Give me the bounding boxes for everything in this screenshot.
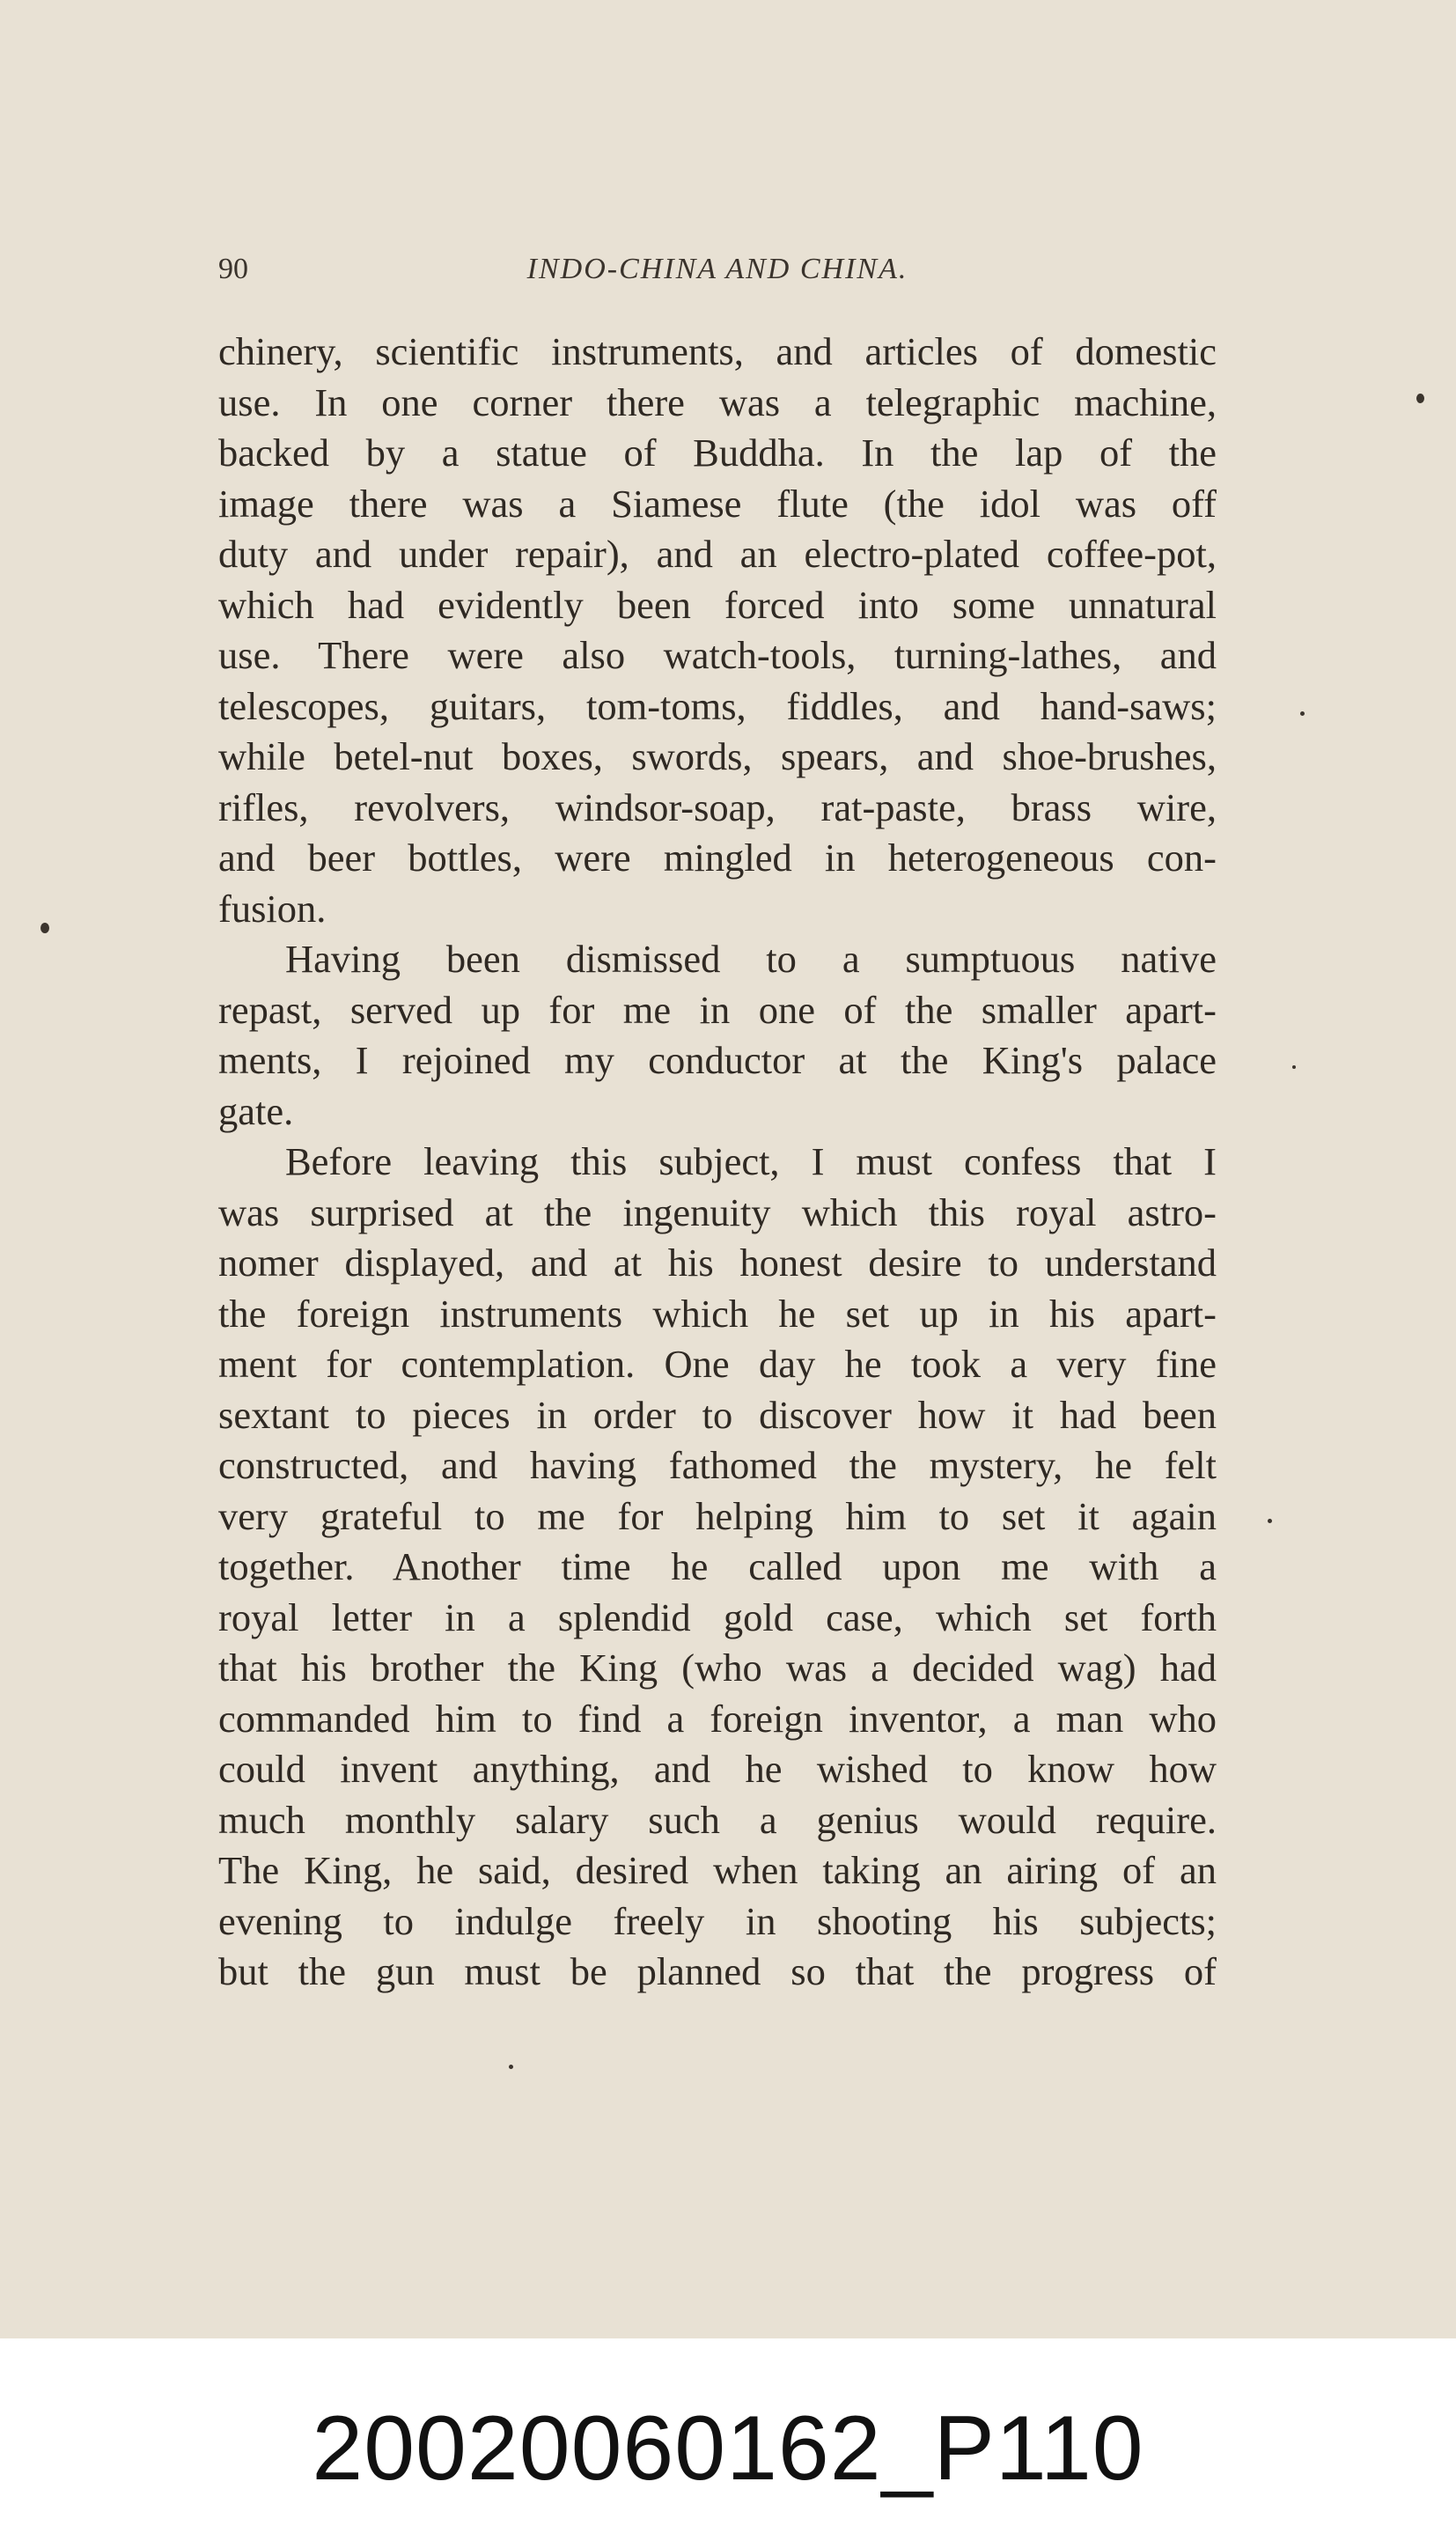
running-title: INDO-CHINA AND CHINA. [526,253,908,285]
text-line: evening to indulge freely in shooting his subjects; [218,1898,1217,1943]
text-line: very grateful to me for helping him to set it again [218,1493,1217,1538]
paper-speck [1268,1519,1272,1523]
text-line: duty and under repair), and an electro-plated coffee-pot, [218,532,1217,576]
text-line: ment for contemplation. One day he took a very fine [218,1342,1217,1386]
text-line: nomer displayed, and at his honest desire to understand [218,1241,1217,1285]
page-number: 90 [218,253,248,285]
body-text [218,327,1217,1998]
paper-speck [1416,394,1424,403]
text-line: use. In one corner there was a telegraphic machine, [218,379,1217,424]
text-line: but the gun must be planned so that the progress of [218,1949,1217,1993]
text-line: constructed, and having fathomed the mystery, he felt [218,1443,1217,1487]
text-line: and beer bottles, were mingled in heterogeneous con- [218,836,1217,880]
text-line: was surprised at the ingenuity which this royal astro- [218,1189,1217,1234]
text-line: chinery, scientific instruments, and articles of domestic [218,329,1217,373]
text-line: backed by a statue of Buddha. In the lap of the [218,431,1217,475]
text-line: commanded him to find a foreign inventor, a man who [218,1696,1217,1741]
text-line: telescopes, guitars, tom-toms, fiddles, and hand-saws; [218,683,1217,728]
paragraph-start-line: Having been dismissed to a sumptuous native [285,937,1217,981]
text-line: together. Another time he called upon me with a [218,1544,1217,1588]
text-line: the foreign instruments which he set up in his apart- [218,1291,1217,1336]
paper-speck [1300,711,1305,716]
text-line: that his brother the King (who was a decided wag) had [218,1646,1217,1690]
text-line: use. There were also watch-tools, turning-lathes, and [218,633,1217,677]
text-line: much monthly salary such a genius would require. [218,1797,1217,1842]
text-line: which had evidently been forced into some unnatural [218,582,1217,627]
text-line: royal letter in a splendid gold case, which set forth [218,1594,1217,1639]
text-line: ments, I rejoined my conductor at the King's palace [218,1038,1217,1082]
paragraph-start-line: Before leaving this subject, I must confess that I [285,1139,1217,1183]
paper-speck [1292,1065,1296,1069]
text-line: The King, he said, desired when taking an airing of an [218,1848,1217,1892]
paper-speck [40,923,49,933]
page-header [218,253,1217,297]
text-line: image there was a Siamese flute (the idol was off [218,481,1217,526]
text-line: rifles, revolvers, windsor-soap, rat-paste, brass wire, [218,784,1217,829]
paper-speck [509,2065,513,2069]
paragraph-end-line: fusion. [218,886,327,931]
document-identifier: 20020060162_P110 [312,2397,1144,2500]
text-line: sextant to pieces in order to discover how it had been [218,1392,1217,1437]
text-line: repast, served up for me in one of the smaller apart- [218,987,1217,1032]
text-line: while betel-nut boxes, swords, spears, and shoe-brushes, [218,734,1217,778]
paragraph-end-line: gate. [218,1088,294,1133]
text-line: could invent anything, and he wished to know how [218,1747,1217,1791]
